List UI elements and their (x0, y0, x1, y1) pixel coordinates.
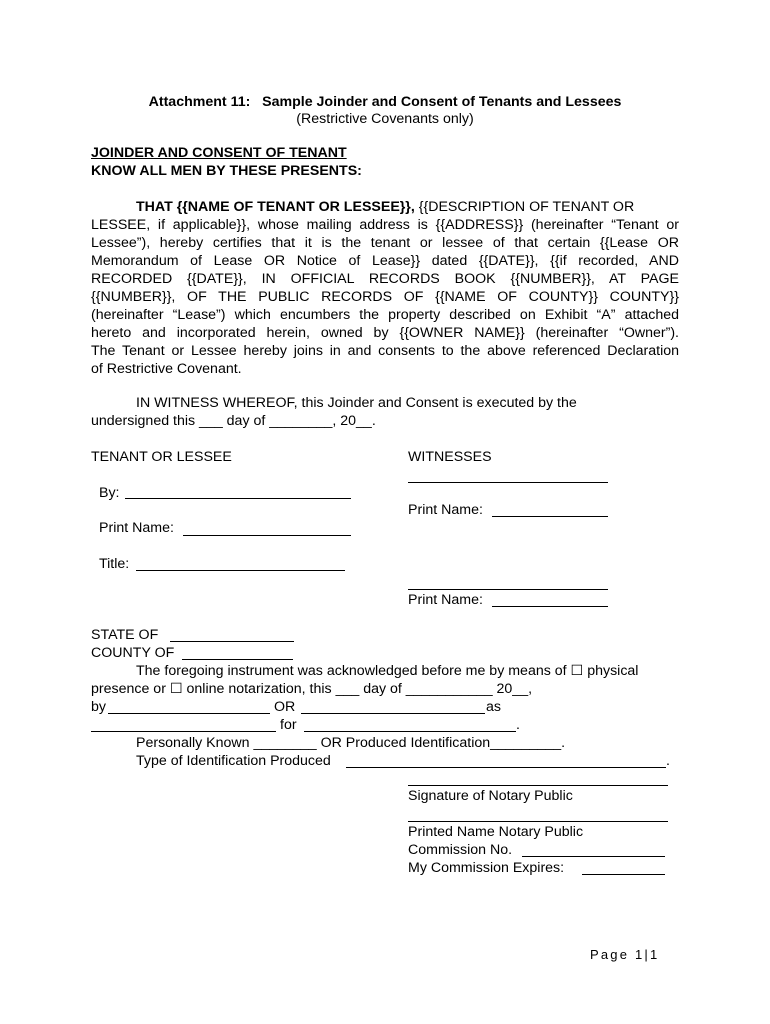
commission-expires-line[interactable] (582, 874, 665, 875)
tenant-title-line[interactable] (136, 570, 345, 571)
by-notary-label: by (91, 699, 106, 715)
state-of-label: STATE OF (91, 627, 159, 643)
by-label: By: (99, 485, 120, 501)
know-all-men-heading: KNOW ALL MEN BY THESE PRESENTS: (91, 163, 362, 179)
tenant-signature-line[interactable] (125, 498, 351, 499)
page-number: Page 1|1 (590, 947, 660, 962)
commission-expires-label: My Commission Expires: (408, 860, 565, 876)
county-of-line[interactable] (182, 659, 293, 660)
notary-printed-name-label: Printed Name Notary Public (408, 824, 584, 840)
commission-no-label: Commission No. (408, 842, 513, 858)
tenant-heading: TENANT OR LESSEE (91, 449, 232, 465)
execution-date-line: undersigned this ___ day of ________, 20__. (91, 413, 376, 429)
tenant-title-label: Title: (99, 556, 130, 572)
county-of-label: COUNTY OF (91, 645, 175, 661)
paragraph-lead (136, 198, 634, 216)
state-of-line[interactable] (170, 641, 294, 642)
paragraph-line: The Tenant or Lessee hereby joins in and consents to the above referenced Declaration (91, 343, 679, 359)
id-type-period: . (666, 753, 670, 769)
paragraph-line: of Restrictive Covenant. (91, 361, 242, 377)
paragraph-line: LESSEE, if applicable}}, whose mailing address is {{ADDRESS}} (hereinafter “Tenant or (91, 217, 679, 233)
paragraph-line: hereto and incorporated herein, owned by {{OWNER NAME}} (hereinafter “Owner”). (91, 325, 679, 341)
acknowledged-for-line[interactable] (304, 731, 516, 732)
acknowledged-or-line[interactable] (301, 713, 485, 714)
witness-1-print-name-line[interactable] (492, 516, 608, 517)
or-label: OR (274, 699, 296, 715)
personally-known-line: Personally Known ________ OR Produced Identification_________. (136, 735, 566, 751)
acknowledged-by-line[interactable] (108, 713, 270, 714)
commission-no-line[interactable] (522, 856, 665, 857)
acknowledgment-line-2: presence or ☐ online notarization, this ___ day of ___________ 20__, (91, 681, 533, 697)
witness-1-signature-line[interactable] (408, 482, 608, 483)
tenant-name-placeholder: THAT {{NAME OF TENANT OR LESSEE}}, (136, 199, 415, 215)
body-paragraph (91, 216, 679, 378)
notary-signature-line[interactable] (408, 785, 668, 786)
notary-printed-name-line[interactable] (408, 821, 668, 822)
id-type-label: Type of Identification Produced (136, 753, 331, 769)
attachment-subtitle: (Restrictive Covenants only) (296, 111, 474, 127)
witness-1-print-name-label: Print Name: (408, 502, 483, 518)
witnesses-heading: WITNESSES (408, 449, 492, 465)
paragraph-line: (hereinafter “Lease”) which encumbers the property described on Exhibit “A” attached (91, 307, 679, 323)
attachment-title: Attachment 11: Sample Joinder and Consent of Tenants and Lessees (148, 94, 622, 110)
as-label: as (486, 699, 501, 715)
paragraph-line: {{NUMBER}}, OF THE PUBLIC RECORDS OF {{NAME OF COUNTY}} COUNTY}} (91, 289, 679, 305)
for-label: for (280, 717, 297, 733)
for-period: . (516, 717, 520, 733)
document-heading: JOINDER AND CONSENT OF TENANT (91, 145, 347, 161)
tenant-print-name-label: Print Name: (99, 520, 174, 536)
paragraph-line: Lessee”), hereby certifies that it is the tenant or lessee of that certain {{Lease OR (91, 235, 679, 251)
notary-signature-label: Signature of Notary Public (408, 788, 573, 804)
tenant-print-name-line[interactable] (183, 535, 351, 536)
witness-2-signature-line[interactable] (408, 589, 608, 590)
paragraph-line: RECORDED {{DATE}}, IN OFFICIAL RECORDS BOOK {{NUMBER}}, AT PAGE (91, 271, 679, 287)
paragraph-lead-rest: {{DESCRIPTION OF TENANT OR (414, 199, 635, 215)
paragraph-line: Memorandum of Lease OR Notice of Lease}} dated {{DATE}}, {{if recorded, AND (91, 253, 679, 269)
acknowledgment-line-1: The foregoing instrument was acknowledged before me by means of ☐ physical (136, 663, 639, 679)
witness-2-print-name-label: Print Name: (408, 592, 483, 608)
in-witness-line: IN WITNESS WHEREOF, this Joinder and Consent is executed by the (136, 395, 577, 411)
witness-2-print-name-line[interactable] (492, 606, 608, 607)
acknowledged-as-line[interactable] (91, 731, 276, 732)
id-type-line[interactable] (346, 767, 666, 768)
